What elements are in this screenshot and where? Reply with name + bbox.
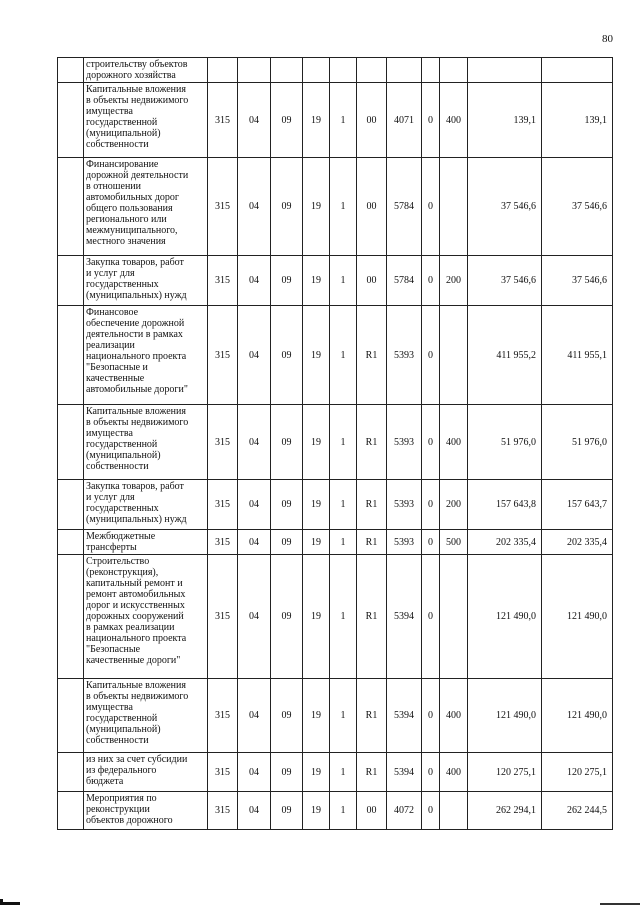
expense-type-cell: 400 [440,753,468,792]
amount-approved-cell [468,58,542,83]
amount-approved-cell: 202 335,4 [468,530,542,555]
amount-approved-cell: 411 955,2 [468,306,542,405]
row-margin-cell [58,530,84,555]
item-name-cell: Закупка товаров, работ и услуг для государственных (муниципальных) нужд [84,480,208,530]
code-program-cell: 19 [303,306,330,405]
code-section-cell: 04 [238,679,271,753]
row-margin-cell [58,555,84,679]
amount-executed-cell: 411 955,1 [542,306,613,405]
code-direction-cell: 5784 [387,256,422,306]
row-margin-cell [58,405,84,480]
code-subprogram-cell: 1 [330,480,357,530]
table-row [58,679,613,753]
item-name-cell: Строительство (реконструкция), капитальный ремонт и ремонт автомобильных дорог и искусственных дорожных сооружений в рамках реализации национального проекта "Безопасные качественные дороги" [84,555,208,679]
code-digit-cell: 0 [422,530,440,555]
code-admin-cell: 315 [208,792,238,830]
code-project-cell: R1 [357,405,387,480]
row-margin-cell [58,58,84,83]
code-admin-cell: 315 [208,256,238,306]
code-project-cell: R1 [357,555,387,679]
item-name-cell: Межбюджетные трансферты [84,530,208,555]
code-admin-cell: 315 [208,753,238,792]
code-project-cell: R1 [357,530,387,555]
code-subsection-cell: 09 [271,792,303,830]
amount-approved-cell: 120 275,1 [468,753,542,792]
amount-executed-cell: 121 490,0 [542,555,613,679]
amount-executed-cell: 120 275,1 [542,753,613,792]
code-direction-cell: 4071 [387,83,422,158]
amount-executed-cell: 202 335,4 [542,530,613,555]
code-admin-cell: 315 [208,158,238,256]
code-subsection-cell: 09 [271,256,303,306]
amount-approved-cell: 121 490,0 [468,555,542,679]
row-margin-cell [58,679,84,753]
code-subsection-cell: 09 [271,405,303,480]
table-row [58,555,613,679]
code-section-cell: 04 [238,480,271,530]
code-project-cell [357,58,387,83]
code-admin-cell: 315 [208,83,238,158]
code-subsection-cell: 09 [271,480,303,530]
code-subsection-cell: 09 [271,555,303,679]
code-direction-cell: 5394 [387,555,422,679]
code-digit-cell: 0 [422,555,440,679]
row-margin-cell [58,753,84,792]
code-admin-cell: 315 [208,306,238,405]
expense-type-cell [440,58,468,83]
table-row [58,480,613,530]
code-subprogram-cell: 1 [330,679,357,753]
item-name-cell: Капитальные вложения в объекты недвижимого имущества государственной (муниципальной) собственности [84,405,208,480]
page-number: 80 [602,33,613,45]
table-row [58,792,613,830]
amount-executed-cell: 121 490,0 [542,679,613,753]
code-section-cell: 04 [238,555,271,679]
code-project-cell: R1 [357,679,387,753]
code-section-cell: 04 [238,753,271,792]
code-project-cell: 00 [357,83,387,158]
code-section-cell: 04 [238,306,271,405]
amount-executed-cell: 51 976,0 [542,405,613,480]
code-subprogram-cell: 1 [330,256,357,306]
code-direction-cell: 5394 [387,679,422,753]
amount-approved-cell: 37 546,6 [468,158,542,256]
code-program-cell: 19 [303,480,330,530]
code-digit-cell: 0 [422,83,440,158]
code-project-cell: 00 [357,792,387,830]
row-margin-cell [58,256,84,306]
code-subprogram-cell: 1 [330,158,357,256]
item-name-cell: Закупка товаров, работ и услуг для государственных (муниципальных) нужд [84,256,208,306]
code-subprogram-cell: 1 [330,530,357,555]
item-name-cell: Финансовое обеспечение дорожной деятельности в рамках реализации национального проекта "Безопасные и качественные автомобильные дороги" [84,306,208,405]
row-margin-cell [58,83,84,158]
code-project-cell: 00 [357,256,387,306]
expense-type-cell [440,792,468,830]
item-name-cell: Финансирование дорожной деятельности в отношении автомобильных дорог общего пользования регионального или межмуниципального, местного значения [84,158,208,256]
code-subsection-cell: 09 [271,530,303,555]
code-project-cell: R1 [357,306,387,405]
code-digit-cell [422,58,440,83]
code-digit-cell: 0 [422,792,440,830]
amount-executed-cell [542,58,613,83]
table-row [58,405,613,480]
code-direction-cell: 5393 [387,405,422,480]
amount-approved-cell: 139,1 [468,83,542,158]
code-subsection-cell: 09 [271,158,303,256]
code-direction-cell: 5393 [387,480,422,530]
code-program-cell: 19 [303,753,330,792]
expense-type-cell: 400 [440,679,468,753]
code-section-cell: 04 [238,256,271,306]
code-admin-cell [208,58,238,83]
amount-approved-cell: 157 643,8 [468,480,542,530]
expense-type-cell [440,158,468,256]
code-admin-cell: 315 [208,530,238,555]
code-subsection-cell [271,58,303,83]
row-margin-cell [58,158,84,256]
table-row [58,58,613,83]
code-program-cell: 19 [303,83,330,158]
code-program-cell: 19 [303,530,330,555]
amount-executed-cell: 139,1 [542,83,613,158]
expense-type-cell: 400 [440,405,468,480]
code-program-cell: 19 [303,256,330,306]
code-project-cell: 00 [357,158,387,256]
item-name-cell: Мероприятия по реконструкции объектов дорожного [84,792,208,830]
scan-edge-marks [0,893,640,905]
expense-type-cell: 400 [440,83,468,158]
code-digit-cell: 0 [422,306,440,405]
code-subprogram-cell: 1 [330,753,357,792]
code-subprogram-cell: 1 [330,306,357,405]
budget-table [57,57,613,830]
code-program-cell [303,58,330,83]
code-subsection-cell: 09 [271,679,303,753]
amount-approved-cell: 51 976,0 [468,405,542,480]
code-digit-cell: 0 [422,480,440,530]
amount-approved-cell: 37 546,6 [468,256,542,306]
code-subsection-cell: 09 [271,83,303,158]
code-project-cell: R1 [357,480,387,530]
amount-executed-cell: 37 546,6 [542,158,613,256]
amount-approved-cell: 121 490,0 [468,679,542,753]
table-row [58,530,613,555]
code-direction-cell: 5784 [387,158,422,256]
code-direction-cell: 4072 [387,792,422,830]
code-program-cell: 19 [303,158,330,256]
code-admin-cell: 315 [208,679,238,753]
code-digit-cell: 0 [422,256,440,306]
code-program-cell: 19 [303,405,330,480]
code-program-cell: 19 [303,792,330,830]
expense-type-cell: 200 [440,480,468,530]
code-section-cell: 04 [238,530,271,555]
code-subprogram-cell: 1 [330,405,357,480]
table-row [58,256,613,306]
table-row [58,306,613,405]
amount-executed-cell: 37 546,6 [542,256,613,306]
item-name-cell: Капитальные вложения в объекты недвижимого имущества государственной (муниципальной) собственности [84,679,208,753]
code-program-cell: 19 [303,555,330,679]
code-section-cell: 04 [238,158,271,256]
code-digit-cell: 0 [422,405,440,480]
code-subsection-cell: 09 [271,753,303,792]
row-margin-cell [58,306,84,405]
code-admin-cell: 315 [208,480,238,530]
code-digit-cell: 0 [422,158,440,256]
code-direction-cell [387,58,422,83]
code-admin-cell: 315 [208,555,238,679]
amount-executed-cell: 157 643,7 [542,480,613,530]
code-subprogram-cell [330,58,357,83]
item-name-cell: Капитальные вложения в объекты недвижимого имущества государственной (муниципальной) собственности [84,83,208,158]
code-section-cell [238,58,271,83]
code-digit-cell: 0 [422,753,440,792]
code-subprogram-cell: 1 [330,83,357,158]
code-direction-cell: 5394 [387,753,422,792]
code-program-cell: 19 [303,679,330,753]
amount-approved-cell: 262 294,1 [468,792,542,830]
expense-type-cell: 200 [440,256,468,306]
code-project-cell: R1 [357,753,387,792]
amount-executed-cell: 262 244,5 [542,792,613,830]
code-direction-cell: 5393 [387,306,422,405]
expense-type-cell [440,306,468,405]
item-name-cell: из них за счет субсидии из федерального бюджета [84,753,208,792]
row-margin-cell [58,480,84,530]
code-digit-cell: 0 [422,679,440,753]
code-subsection-cell: 09 [271,306,303,405]
expense-type-cell [440,555,468,679]
code-direction-cell: 5393 [387,530,422,555]
code-section-cell: 04 [238,792,271,830]
code-admin-cell: 315 [208,405,238,480]
item-name-cell: строительству объектов дорожного хозяйства [84,58,208,83]
table-row [58,158,613,256]
code-subprogram-cell: 1 [330,792,357,830]
code-subprogram-cell: 1 [330,555,357,679]
row-margin-cell [58,792,84,830]
code-section-cell: 04 [238,83,271,158]
code-section-cell: 04 [238,405,271,480]
table-row [58,83,613,158]
table-row [58,753,613,792]
expense-type-cell: 500 [440,530,468,555]
